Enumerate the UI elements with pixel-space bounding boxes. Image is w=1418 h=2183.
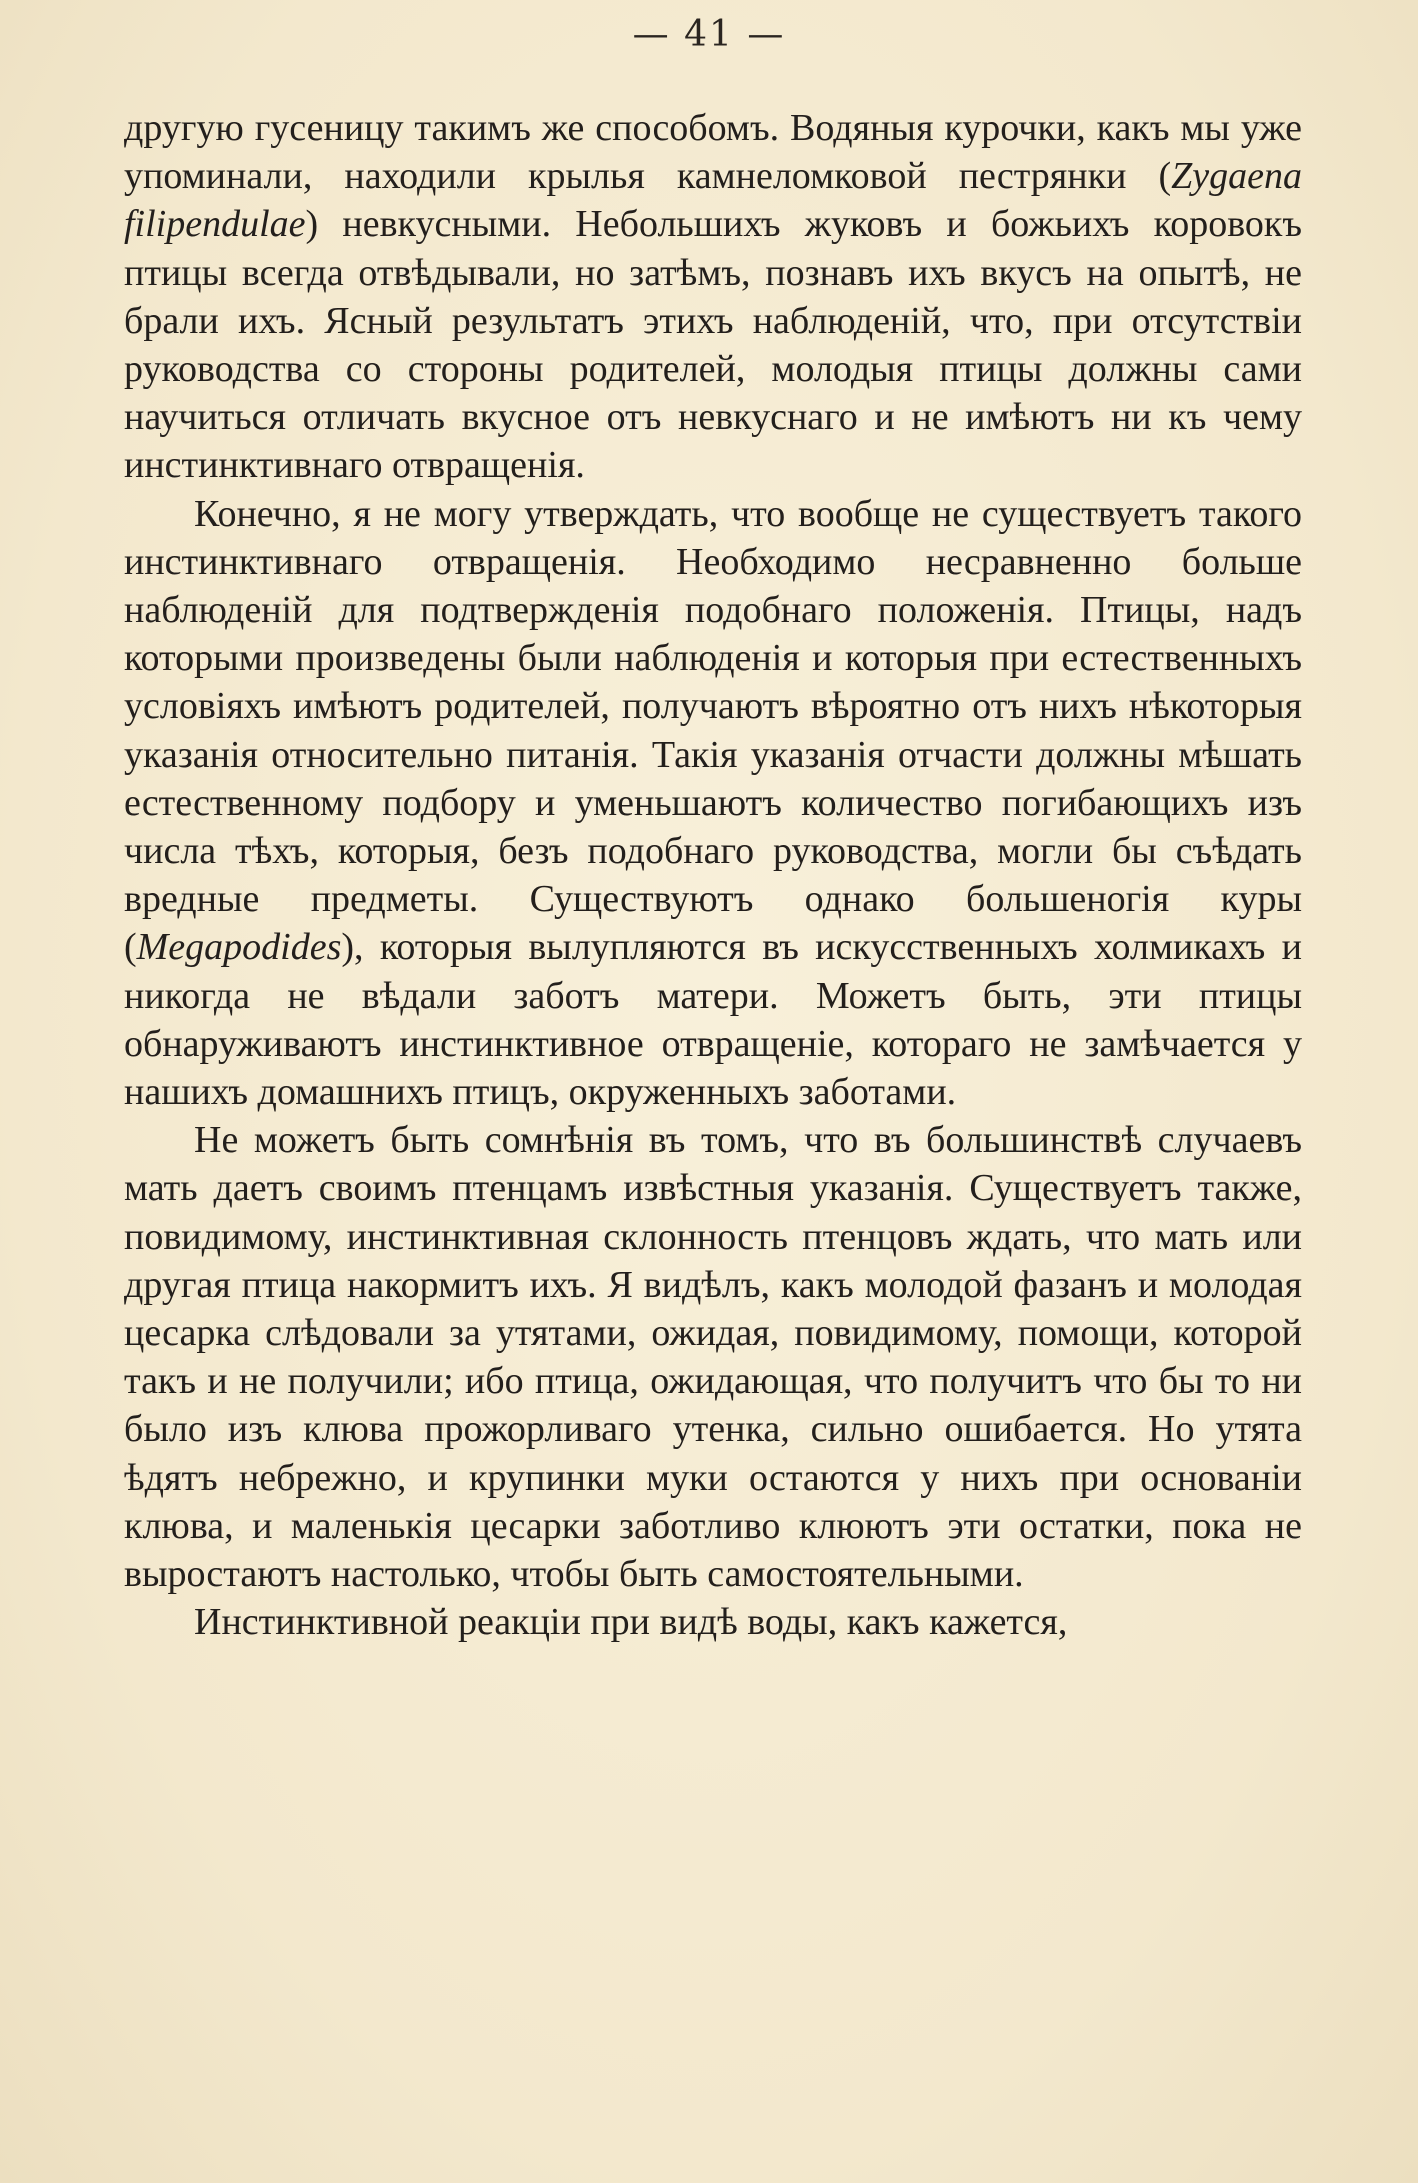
paragraph-2 [124, 490, 1302, 1117]
species-name-megapodides: Megapodides [136, 926, 342, 969]
paragraph-1-text-b: ) невкусными. Небольшихъ жуковъ и божьихъ коровокъ птицы всегда отвѣдывали, но затѣмъ, познавъ ихъ вкусъ на опытѣ, не брали ихъ. Ясный результатъ этихъ наблюденій, что, при отсутствіи руководства со стороны родителей, молодыя птицы должны сами научиться отличать вкусное отъ невкуснаго и не имѣютъ ни къ чему инстинктивнаго отвращенія. [124, 203, 1302, 487]
paragraph-1 [124, 104, 1302, 490]
paragraph-3 [124, 1116, 1302, 1598]
paragraph-2-text-b: ), которыя вылупляются въ искусственныхъ холмикахъ и никогда не вѣдали заботъ матери. Можетъ быть, эти птицы обнаруживаютъ инстинктивное отвращеніе, котораго не замѣчается у нашихъ домашнихъ птицъ, окруженныхъ заботами. [124, 926, 1302, 1114]
paragraph-2-text-a: Конечно, я не могу утверждать, что вообще не существуетъ такого инстинктивнаго отвращенія. Необходимо несравненно больше наблюденій для подтвержденія подобнаго положенія. Птицы, надъ которыми произведены были наблюденія и которыя при естественныхъ условіяхъ имѣютъ родителей, получаютъ вѣроятно отъ нихъ нѣкоторыя указанія относительно питанія. Такія указанія отчасти должны мѣшать естественному подбору и уменьшаютъ количество погибающихъ изъ числа тѣхъ, которыя, безъ подобнаго руководства, могли бы съѣдать вредные предметы. Существуютъ однако большеногія куры ( [124, 492, 1302, 969]
paragraph-1-text-a: другую гусеницу такимъ же способомъ. Водяныя курочки, какъ мы уже упоминали, находили крылья камнеломковой пестрянки ( [124, 107, 1302, 198]
paragraph-4-text: Инстинктивной реакціи при видѣ воды, какъ кажется, [194, 1601, 1068, 1644]
page-number: — 41 — [632, 14, 786, 55]
species-name-zygaena: Zygaena filipendulae [124, 155, 1302, 246]
paragraph-4 [124, 1598, 1302, 1646]
body-text [124, 104, 1302, 1647]
paragraph-3-text: Не можетъ быть сомнѣнія въ томъ, что въ большинствѣ случаевъ мать даетъ своимъ птенцамъ извѣстныя указанія. Существуетъ также, повидимому, инстинктивная склонность птенцовъ ждать, что мать или другая птица накормитъ ихъ. Я видѣлъ, какъ молодой фазанъ и молодая цесарка слѣдовали за утятами, ожидая, повидимому, помощи, которой такъ и не получили; ибо птица, ожидающая, что получитъ что бы то ни было изъ клюва прожорливаго утенка, сильно ошибается. Но утята ѣдятъ небрежно, и крупинки муки остаются у нихъ при основаніи клюва, и маленькія цесарки заботливо клюютъ эти остатки, пока не выростаютъ настолько, чтобы быть самостоятельными. [124, 1119, 1302, 1596]
